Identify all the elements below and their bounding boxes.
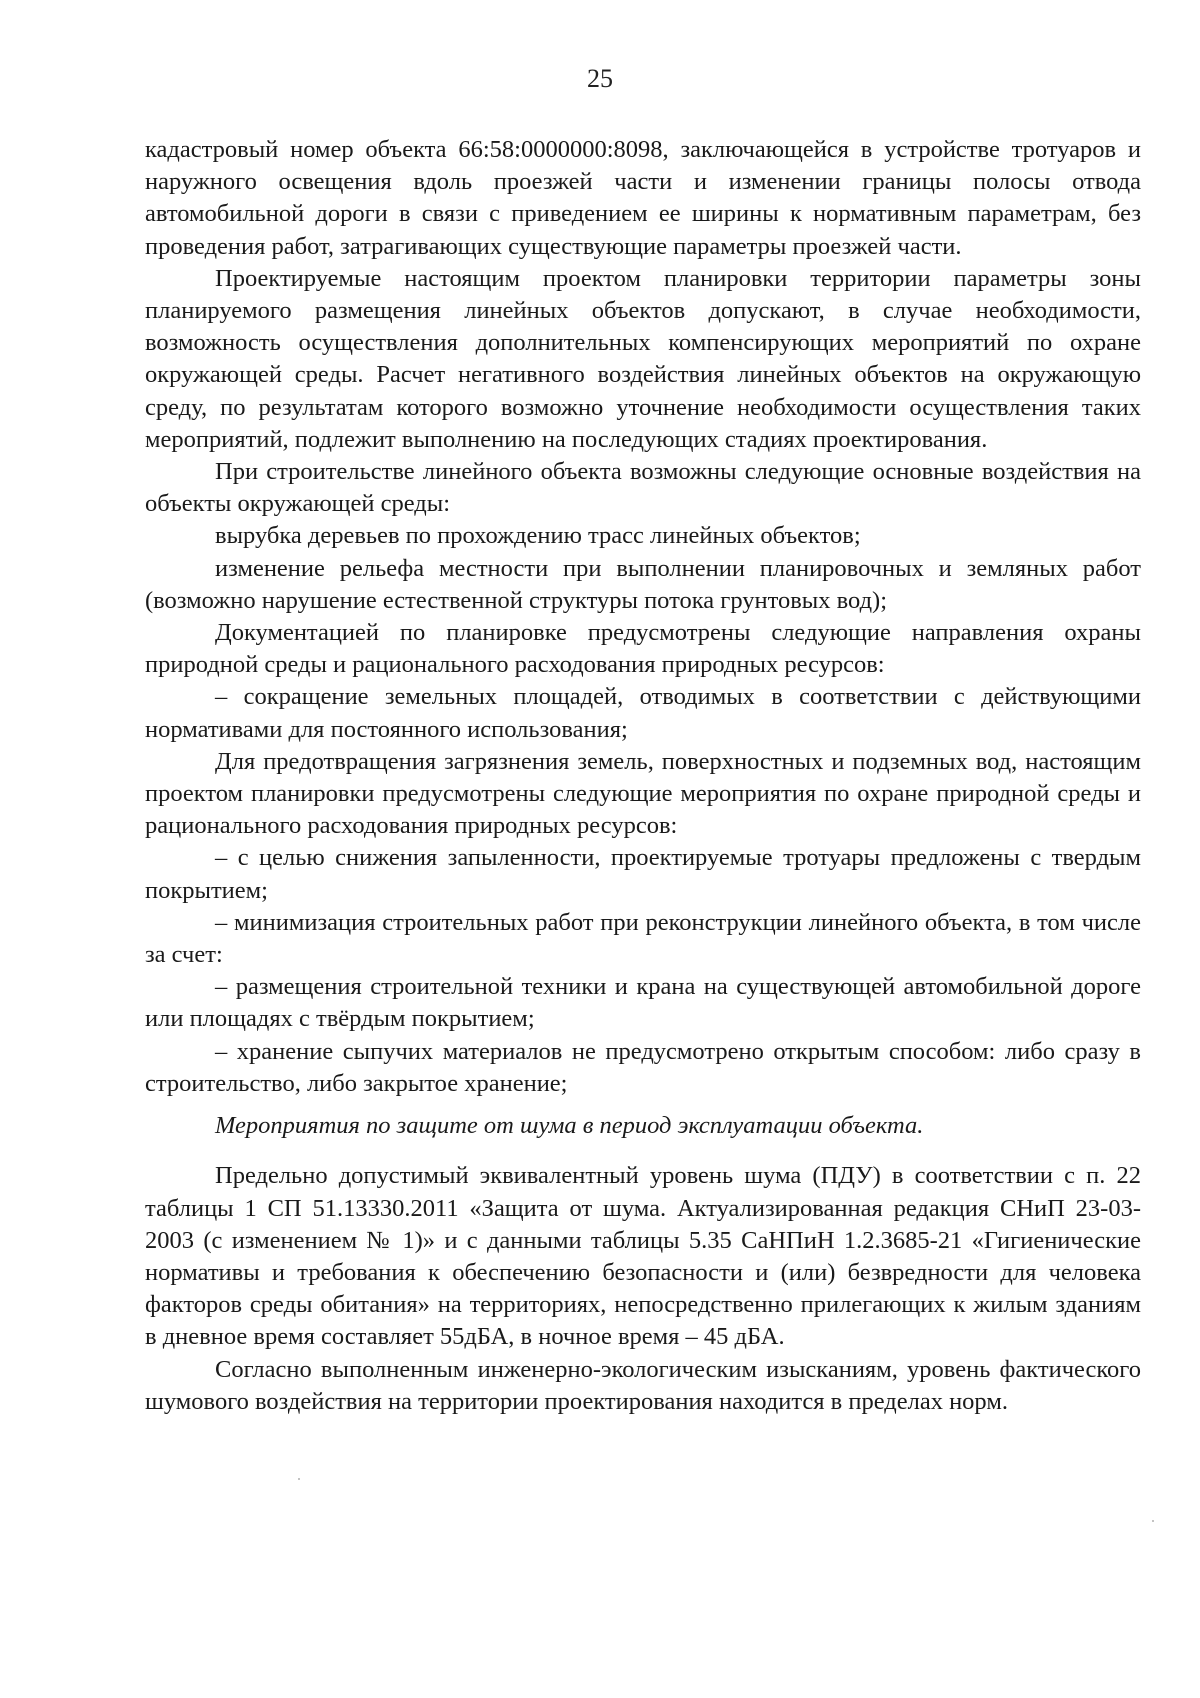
scan-speck (1152, 1520, 1154, 1522)
list-item-dust-reduction: – с целью снижения запыленности, проектируемые тротуары предложены с твердым покрытием; (145, 844, 1141, 904)
paragraph-cadastral-continuation: кадастровый номер объекта 66:58:0000000:8098, заключающейся в устройстве тротуаров и наружного освещения вдоль проезжей части и изменении границы полосы отвода автомобильной дороги в связи с приведением ее ширины к нормативным параметрам, без проведения работ, затрагивающих существующие параметры проезжей части. (145, 136, 1141, 260)
paragraph-construction-impacts: При строительстве линейного объекта возможны следующие основные воздействия на объекты окружающей среды: (145, 458, 1141, 518)
paragraph-pollution-prevention: Для предотвращения загрязнения земель, поверхностных и подземных вод, настоящим проектом планировки предусмотрены следующие мероприятия по охране природной среды и рационального расходования природных ресурсов: (145, 747, 1141, 840)
document-body (145, 134, 1141, 1418)
paragraph-noise-limits: Предельно допустимый эквивалентный уровень шума (ПДУ) в соответствии с п. 22 таблицы 1 СП 51.13330.2011 «Защита от шума. Актуализированная редакция СНиП 23-03-2003 (с изменением № 1)» и с данными таблицы 5.35 СаНПиН 1.2.3685-21 «Гигиенические нормативы и требования к обеспечению безопасности и (или) безвредности для человека факторов среды обитания» на территориях, непосредственно прилегающих к жилым зданиям в дневное время составляет 55дБА, в ночное время – 45 дБА. (145, 1162, 1141, 1351)
list-item-land-reduction: – сокращение земельных площадей, отводимых в соответствии с действующими нормативами для постоянного использования; (145, 683, 1141, 743)
page-number: 25 (587, 64, 613, 93)
scan-speck (298, 1478, 300, 1480)
list-item-bulk-storage: – хранение сыпучих материалов не предусмотрено открытым способом: либо сразу в строительство, либо закрытое хранение; (145, 1037, 1141, 1097)
list-item-relief-change: изменение рельефа местности при выполнении планировочных и земляных работ (возможно нарушение естественной структуры потока грунтовых вод); (145, 554, 1141, 614)
list-item-minimize-works: – минимизация строительных работ при реконструкции линейного объекта, в том числе за счет: (145, 908, 1141, 969)
paragraph-planned-parameters: Проектируемые настоящим проектом планировки территории параметры зоны планируемого размещения линейных объектов допускают, в случае необходимости, возможность осуществления дополнительных компенсирующих мероприятий по охране окружающей среды. Расчет негативного воздействия линейных объектов на окружающую среду, по результатам которого возможно уточнение необходимости осуществления таких мероприятий, подлежит выполнению на последующих стадиях проектирования. (145, 264, 1141, 453)
section-heading-noise: Мероприятия по защите от шума в период эксплуатации объекта. (215, 1112, 924, 1140)
paragraph-protection-directions: Документацией по планировке предусмотрены следующие направления охраны природной среды и рационального расходования природных ресурсов: (145, 619, 1141, 679)
list-item-equipment-placement: – размещения строительной техники и крана на существующей автомобильной дороге или площадях с твёрдым покрытием; (145, 973, 1141, 1033)
paragraph-noise-survey: Согласно выполненным инженерно-экологическим изысканиям, уровень фактического шумового воздействия на территории проектирования находится в пределах норм. (145, 1355, 1141, 1415)
list-item-tree-felling: вырубка деревьев по прохождению трасс линейных объектов; (215, 522, 861, 550)
